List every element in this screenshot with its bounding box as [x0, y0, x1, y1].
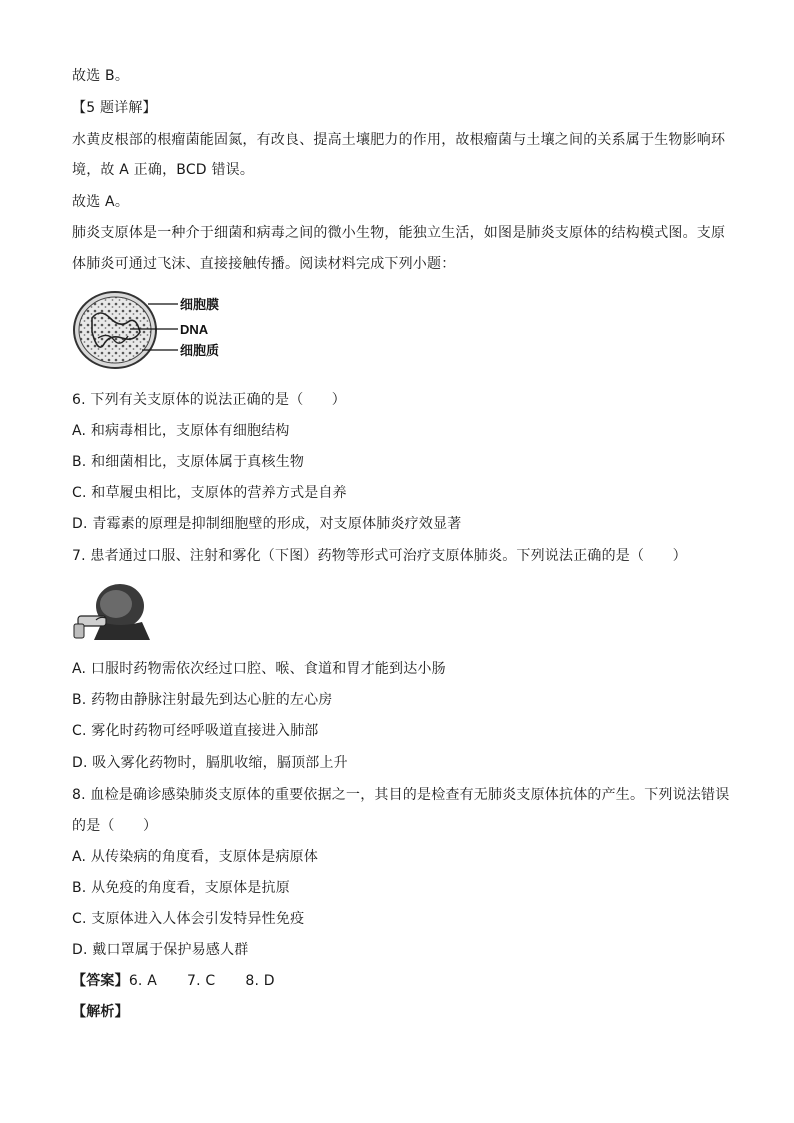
question-8-stem: 8. 血检是确诊感染肺炎支原体的重要依据之一，其目的是检查有无肺炎支原体抗体的产生。下列说法错误	[72, 787, 730, 803]
mycoplasma-structure-figure	[72, 288, 252, 374]
text-line: 故选 A。	[72, 194, 130, 210]
label-dna: DNA	[180, 322, 209, 337]
q6-option-a: A. 和病毒相比，支原体有细胞结构	[72, 423, 290, 439]
text-line: 体肺炎可通过飞沫、直接接触传播。阅读材料完成下列小题：	[72, 256, 456, 272]
answer-item: 7. C	[187, 973, 216, 989]
analysis-heading: 【解析】	[72, 1004, 129, 1020]
q7-option-b: B. 药物由静脉注射最先到达心脏的左心房	[72, 692, 333, 708]
q7-option-c: C. 雾化时药物可经呼吸道直接进入肺部	[72, 723, 319, 739]
section-heading: 【5 题详解】	[72, 100, 157, 116]
text-line: 境，故 A 正确，BCD 错误。	[72, 162, 255, 178]
q8-option-b: B. 从免疫的角度看，支原体是抗原	[72, 880, 290, 896]
question-6-stem: 6. 下列有关支原体的说法正确的是（ ）	[72, 392, 347, 408]
answer-line	[72, 971, 305, 991]
question-7-stem: 7. 患者通过口服、注射和雾化（下图）药物等形式可治疗支原体肺炎。下列说法正确的是（ ）	[72, 548, 687, 564]
q8-option-a: A. 从传染病的角度看，支原体是病原体	[72, 849, 319, 865]
q6-option-d: D. 青霉素的原理是抑制细胞壁的形成，对支原体肺炎疗效显著	[72, 516, 462, 532]
q8-option-d: D. 戴口罩属于保护易感人群	[72, 942, 249, 958]
label-cell-membrane: 细胞膜	[180, 297, 220, 312]
answer-item: 8. D	[245, 973, 275, 989]
text-line: 水黄皮根部的根瘤菌能固氮，有改良、提高土壤肥力的作用，故根瘤菌与土壤之间的关系属于生物影响环	[72, 132, 726, 148]
q6-option-b: B. 和细菌相比，支原体属于真核生物	[72, 454, 305, 470]
label-cytoplasm: 细胞质	[180, 343, 220, 358]
answer-label: 【答案】	[72, 973, 129, 989]
q6-option-c: C. 和草履虫相比，支原体的营养方式是自养	[72, 485, 347, 501]
question-8-stem-cont: 的是（ ）	[72, 818, 158, 834]
text-line: 故选 B。	[72, 68, 130, 84]
answer-item: 6. A	[128, 973, 157, 989]
text-line: 肺炎支原体是一种介于细菌和病毒之间的微小生物，能独立生活，如图是肺炎支原体的结构模式图。支原	[72, 225, 726, 241]
nebulizer-figure	[72, 580, 154, 642]
q8-option-c: C. 支原体进入人体会引发特异性免疫	[72, 911, 305, 927]
q7-option-d: D. 吸入雾化药物时，膈肌收缩，膈顶部上升	[72, 755, 348, 771]
q7-option-a: A. 口服时药物需依次经过口腔、喉、食道和胃才能到达小肠	[72, 661, 446, 677]
